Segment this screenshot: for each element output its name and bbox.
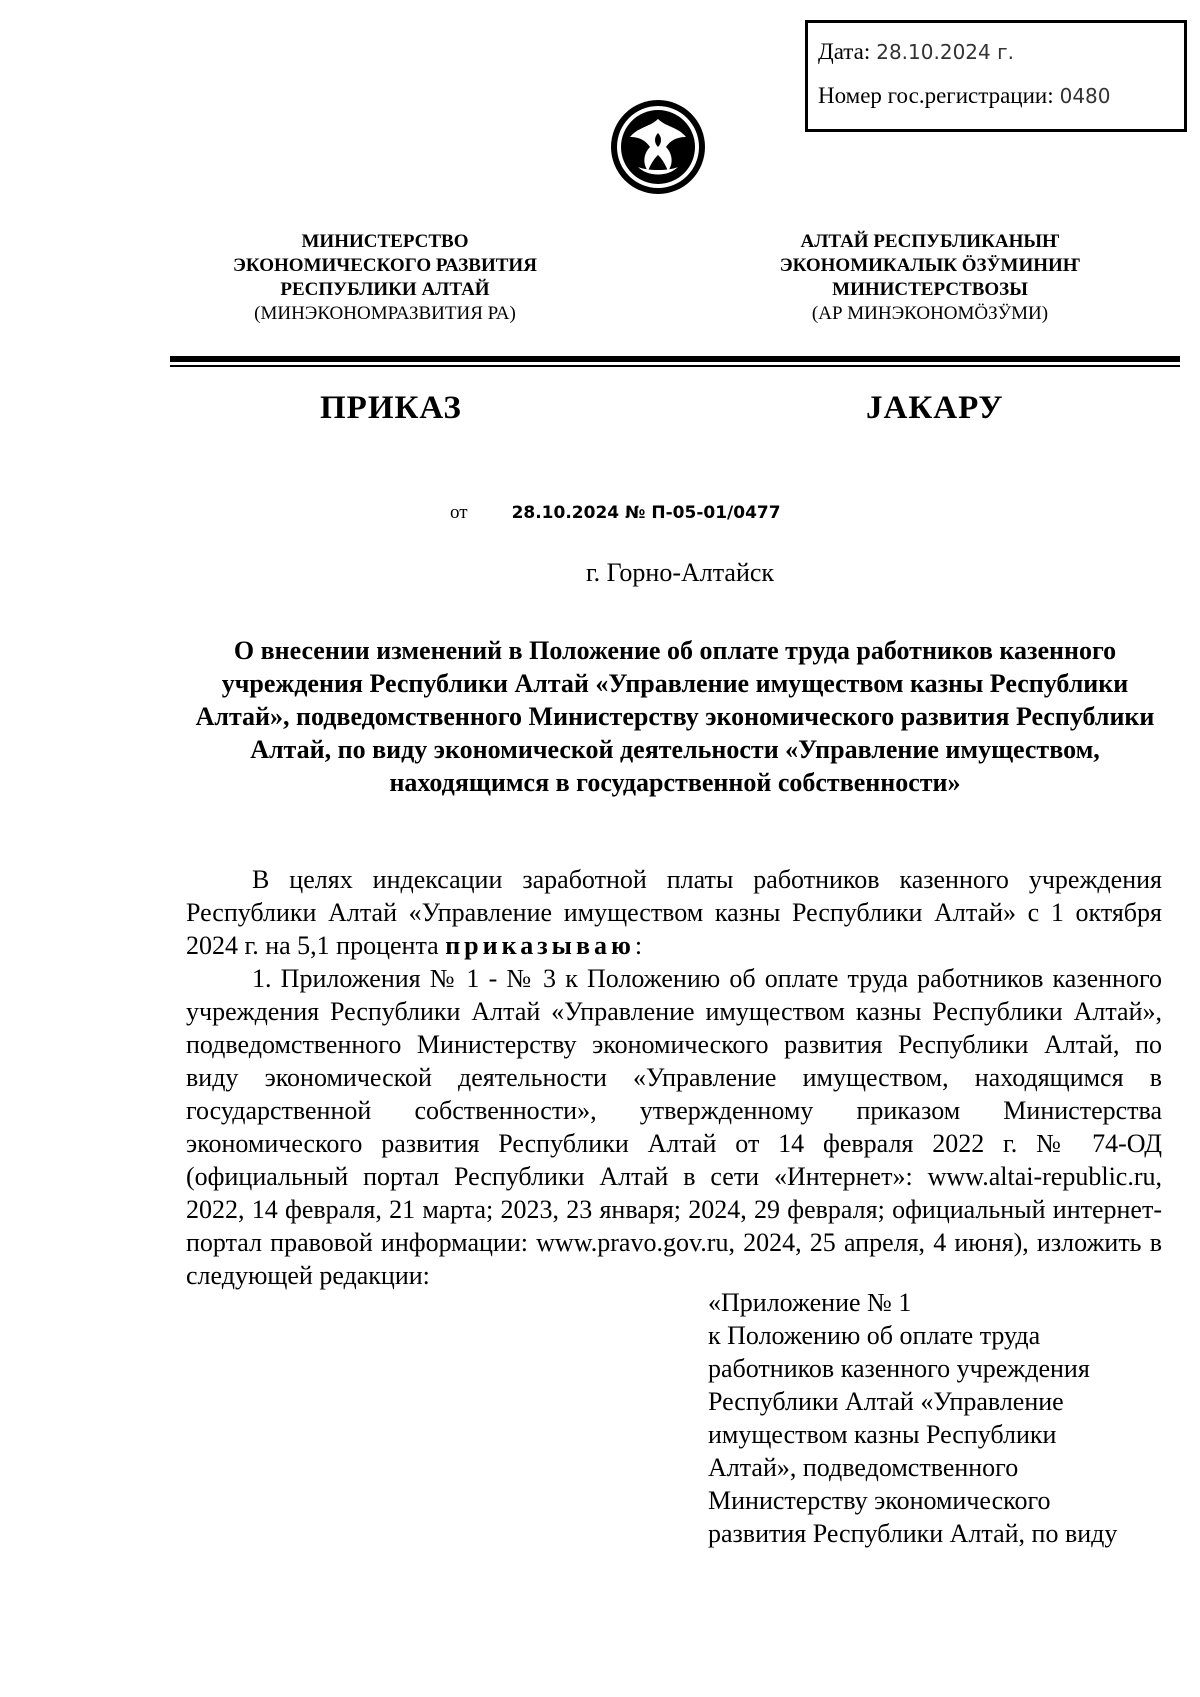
registration-number-value: 0480: [1059, 84, 1111, 108]
ministry-line-1: МИНИСТЕРСТВО: [301, 231, 469, 252]
appendix-line: к Положению об оплате труда: [708, 1321, 1041, 1350]
preamble-colon: :: [634, 931, 643, 960]
ministry-name-russian: [175, 230, 595, 326]
registration-date-value: 28.10.2024 г.: [876, 40, 1014, 64]
appendix-line: «Приложение № 1: [708, 1288, 912, 1317]
registration-date: [818, 39, 1014, 65]
appendix-line: Министерству экономического: [708, 1486, 1051, 1515]
appendix-header: [708, 1286, 1168, 1550]
ministry-line-2: ЭКОНОМИЧЕСКОГО РАЗВИТИЯ: [233, 255, 537, 276]
appendix-line: имуществом казны Республики: [708, 1420, 1057, 1449]
ministry-altai-line-3: МИНИСТЕРСТВОЗЫ: [832, 279, 1028, 300]
order-city: г. Горно-Алтайск: [585, 558, 775, 587]
ministry-line-3: РЕСПУБЛИКИ АЛТАЙ: [280, 279, 490, 300]
header-divider-thick: [170, 356, 1180, 362]
ministry-altai-line-2: ЭКОНОМИКАЛЫК ÖЗӰМИНИҤ: [779, 255, 1081, 276]
order-title-russian: ПРИКАЗ: [320, 390, 462, 426]
coat-of-arms-icon: [608, 97, 708, 197]
order-verb: приказываю: [445, 931, 635, 960]
ministry-abbreviation: (МИНЭКОНОМРАЗВИТИЯ РА): [254, 303, 516, 324]
order-from-label: от: [450, 502, 468, 523]
ministry-altai-line-1: АЛТАЙ РЕСПУБЛИКАНЫҤ: [800, 231, 1060, 252]
order-number: 28.10.2024 № П-05-01/0477: [511, 503, 781, 523]
registration-date-label: Дата:: [818, 39, 871, 64]
document-title: О внесении изменений в Положение об оплате труда работников казенного учреждения Республики Алтай «Управление имуществом казны Республики Алтай», подведомственного Министерству экономического развития Республики Алтай, по виду экономической деятельности «Управление имуществом, находящимся в государственной собственности»: [195, 636, 1155, 797]
registration-number: [818, 83, 1111, 109]
registration-number-label: Номер гос.регистрации:: [818, 83, 1054, 108]
appendix-line: развития Республики Алтай, по виду: [708, 1519, 1118, 1548]
registration-box: [805, 20, 1187, 132]
preamble-text: В целях индексации заработной платы работников казенного учреждения Республики Алтай «Управление имуществом казны Республики Алтай» с 1 октября 2024 г. на 5,1 процента: [186, 865, 1162, 960]
item-1-paragraph: 1. Приложения № 1 - № 3 к Положению об оплате труда работников казенного учреждения Республики Алтай «Управление имуществом казны Республики Алтай», подведомственного Министерству экономического развития Республики Алтай, по виду экономической деятельности «Управление имуществом, находящимся в государственной собственности», утвержденному приказом Министерства экономического развития Республики Алтай от 14 февраля 2022 г. № 74-ОД (официальный портал Республики Алтай в сети «Интернет»: www.altai-republic.ru, 2022, 14 февраля, 21 марта; 2023, 23 января; 2024, 29 февраля; официальный интернет-портал правовой информации: www.pravo.gov.ru, 2024, 25 апреля, 4 июня), изложить в следующей редакции:: [186, 964, 1162, 1290]
header-divider-thin: [170, 365, 1180, 367]
appendix-line: Республики Алтай «Управление: [708, 1387, 1064, 1416]
order-title-altai: JАКАРУ: [866, 390, 1004, 426]
appendix-line: работников казенного учреждения: [708, 1354, 1090, 1383]
appendix-line: Алтай», подведомственного: [708, 1453, 1019, 1482]
ministry-altai-abbreviation: (АР МИНЭКОНОМÖЗӰМИ): [811, 303, 1049, 324]
ministry-name-altai: [720, 230, 1140, 326]
order-date-number: [450, 502, 781, 524]
preamble-paragraph: [186, 863, 1162, 962]
